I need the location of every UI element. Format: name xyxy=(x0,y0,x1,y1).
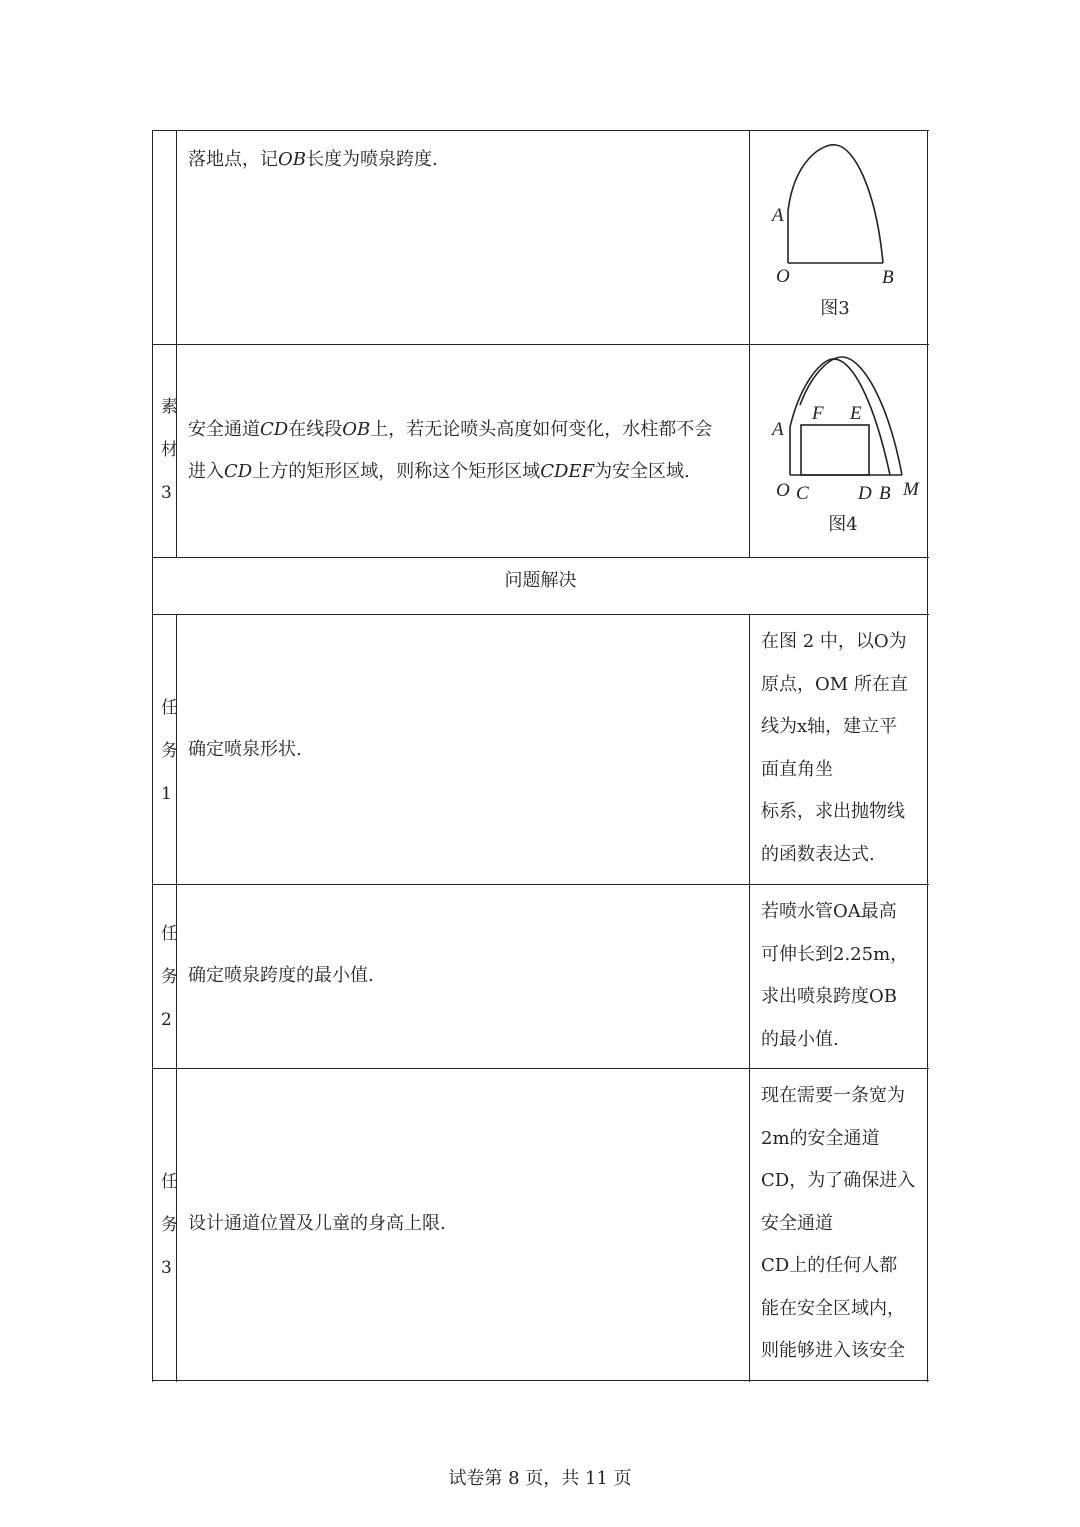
task-1-line: 线为x轴，建立平 xyxy=(761,716,898,737)
col-divider xyxy=(749,614,750,1382)
row1-text-pre: 落地点，记 xyxy=(188,149,278,170)
fig4-label-B: B xyxy=(879,483,891,504)
row2-line1-c: 在线段 xyxy=(288,419,343,440)
table-border-left xyxy=(152,130,153,1382)
fig4-label-A: A xyxy=(772,419,784,440)
section-header: 问题解决 xyxy=(504,570,577,591)
task-1-line: 标系，求出抛物线 xyxy=(761,801,905,822)
row2-line1-a: 安全通道 xyxy=(188,419,260,440)
fig3-label-A: A xyxy=(772,205,784,226)
row2-line2-var-CD: CD xyxy=(224,461,253,482)
row-divider xyxy=(152,557,929,558)
row2-line2-var-CDEF: CDEF xyxy=(540,461,595,482)
figure-4-caption: 图4 xyxy=(828,514,858,535)
task-1-line: 在图 2 中，以O为 xyxy=(761,631,907,652)
task-1-line: 面直角坐 xyxy=(761,758,833,780)
task-1-requirement xyxy=(761,621,921,876)
row-divider xyxy=(152,884,929,885)
task-2-label: 任 务 2 xyxy=(161,924,178,1030)
row1-text-post: 长度为喷泉跨度. xyxy=(305,149,438,170)
row2-line1-e: 上，若无论喷头高度如何变化，水柱都不会 xyxy=(370,419,713,440)
task-2-line: 若喷水管OA最高 xyxy=(761,901,897,922)
task-3-line: 则能够进入该安全 xyxy=(761,1340,905,1361)
task-2-line: 求出喷泉跨度OB xyxy=(761,986,897,1007)
task-3-line: 现在需要一条宽为 xyxy=(761,1085,905,1106)
safe-area-rectangle xyxy=(801,425,869,475)
fig4-label-M: M xyxy=(903,479,919,500)
task-1-line: 原点，OM 所在直 xyxy=(761,673,908,695)
task-1-line: 的函数表达式. xyxy=(761,843,875,865)
task-3-requirement xyxy=(761,1075,921,1373)
task-2-line: 可伸长到2.25m， xyxy=(761,943,909,965)
fig4-label-C: C xyxy=(796,483,809,504)
row2-line2-a: 进入 xyxy=(188,461,224,482)
fig4-label-F: F xyxy=(812,403,824,424)
task-3-label: 任 务 3 xyxy=(161,1172,178,1278)
fig4-label-O: O xyxy=(776,480,790,501)
task-2-main-text: 确定喷泉跨度的最小值. xyxy=(188,965,374,986)
fig4-label-D: D xyxy=(858,483,872,504)
row2-line1 xyxy=(188,409,712,451)
task-1-main-text: 确定喷泉形状. xyxy=(188,739,302,760)
page-footer: 试卷第 8 页，共 11 页 xyxy=(448,1468,632,1489)
row-divider xyxy=(152,1068,929,1069)
task-3-line: CD上的任何人都 xyxy=(761,1255,898,1276)
task-3-line: CD，为了确保进入 xyxy=(761,1170,916,1191)
row1-text-var: OB xyxy=(278,149,306,170)
row2-line1-var-OB: OB xyxy=(342,419,371,440)
table-border-right xyxy=(927,130,928,1382)
task-3-line: 能在安全区域内， xyxy=(761,1297,905,1319)
fig3-label-B: B xyxy=(882,267,894,288)
task-3-line: 2m的安全通道 xyxy=(761,1127,880,1149)
table-border-bottom xyxy=(152,1380,929,1381)
row1-text xyxy=(188,139,438,181)
task-3-main-text: 设计通道位置及儿童的身高上限. xyxy=(188,1213,446,1234)
row-divider xyxy=(152,614,929,615)
fig4-label-E: E xyxy=(850,403,862,424)
task-1-label: 任 务 1 xyxy=(161,698,178,804)
figure-3-caption: 图3 xyxy=(820,298,850,319)
row2-line1-var-CD: CD xyxy=(260,419,289,440)
fountain-parabola-inner xyxy=(790,359,890,475)
row2-line2-e: 为安全区域. xyxy=(594,461,690,482)
task-3-line: 安全通道 xyxy=(761,1212,833,1234)
row2-line2-c: 上方的矩形区域，则称这个矩形区域 xyxy=(252,461,541,482)
task-2-requirement xyxy=(761,891,921,1061)
task-2-line: 的最小值. xyxy=(761,1028,839,1050)
fountain-parabola xyxy=(788,145,883,263)
material-3-label: 素 材 3 xyxy=(161,397,178,503)
exam-table xyxy=(152,130,929,1382)
fig3-label-O: O xyxy=(776,266,790,287)
row2-line2 xyxy=(188,451,690,493)
